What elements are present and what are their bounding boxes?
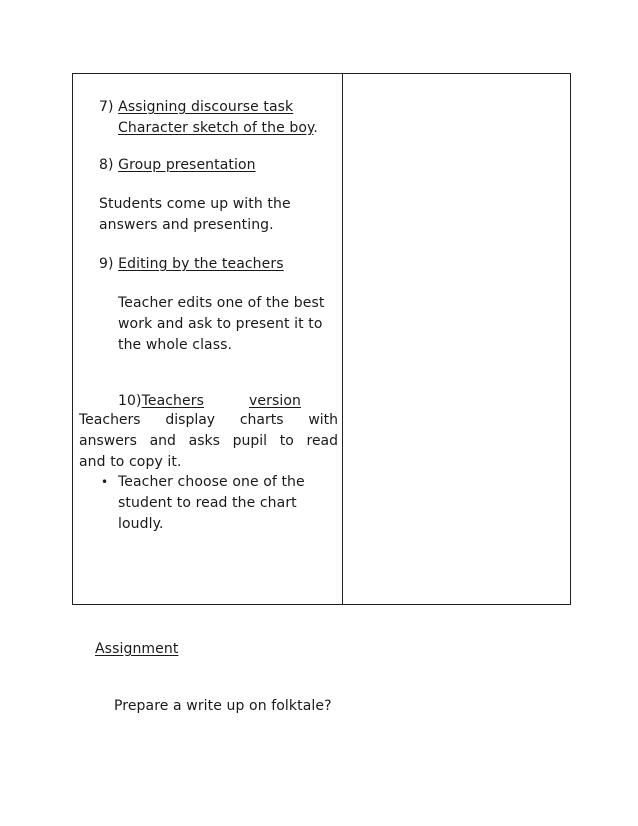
step-10-desc-line-2: answers and asks pupil to read (79, 433, 339, 449)
step-7-subtitle (118, 118, 318, 139)
step-10-heading (118, 391, 204, 412)
assignment-text: Prepare a write up on folktale? (114, 698, 332, 714)
step-7-sub: Character sketch of the boy (118, 120, 314, 136)
step-9-title: Editing by the teachers (118, 256, 284, 272)
step-9-desc-line-1: Teacher edits one of the best (118, 295, 325, 311)
step-8-desc-line-1: Students come up with the (99, 196, 291, 212)
step-10-bullet-line-3: loudly. (118, 516, 164, 532)
step-7-sub-suffix: . (313, 120, 318, 136)
step-10-desc-line-3: and to copy it. (79, 454, 182, 470)
step-10-title-part-2: version (249, 393, 301, 409)
step-9-desc-line-3: the whole class. (118, 337, 233, 353)
step-9-number: 9) (99, 256, 114, 272)
step-7-heading (99, 97, 293, 118)
step-8-title: Group presentation (118, 157, 256, 173)
step-8-heading (99, 155, 256, 176)
step-10-number: 10) (118, 393, 142, 409)
step-9-desc-line-2: work and ask to present it to (118, 316, 323, 332)
step-8-desc-line-2: answers and presenting. (99, 217, 274, 233)
step-10-desc-line-1: Teachers display charts with (79, 412, 339, 428)
lesson-table (72, 73, 571, 605)
empty-right-cell (343, 74, 570, 604)
bullet-icon: • (101, 475, 109, 489)
step-9-heading (99, 254, 284, 275)
step-7-number: 7) (99, 99, 114, 115)
step-10-bullet-line-2: student to read the chart (118, 495, 297, 511)
step-10-bullet-line-1: Teacher choose one of the (118, 474, 305, 490)
procedure-cell (73, 74, 342, 604)
step-7-title: Assigning discourse task (118, 99, 294, 115)
step-8-number: 8) (99, 157, 114, 173)
assignment-heading: Assignment (95, 641, 179, 657)
step-10-title-part-1: Teachers (141, 393, 204, 409)
